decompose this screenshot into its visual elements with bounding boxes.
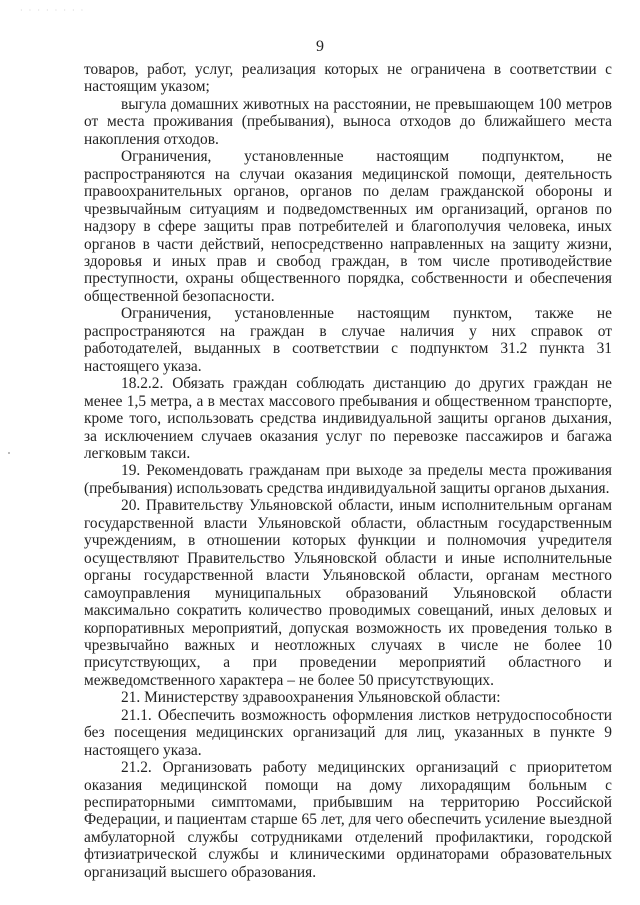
document-body	[84, 61, 612, 881]
paragraph-pet-walking: выгула домашних животных на расстоянии, не превышающем 100 метров от места проживания (пребывания), выноса отходов до ближайшего места накопления отходов.	[84, 95, 612, 148]
paragraph-21: 21. Министерству здравоохранения Ульяновской области:	[121, 689, 501, 707]
paragraph-restriction-exceptions: Ограничения, установленные настоящим подпунктом, не распространяются на случаи оказания медицинской помощи, деятельность правоохранительных органов, органов по делам гражданской обороны и чрезвычайным ситуациям и подведомственных им организаций, органов по надзору в сфере защиты прав потребителей и благополучия человека, иных органов в части действий, непосредственно направленных на защиту жизни, здоровья и иных прав и свобод граждан, в том числе противодействие преступности, охраны общественного порядка, собственности и обеспечения общественной безопасности.	[84, 148, 612, 305]
paragraph-employer-certificates: Ограничения, установленные настоящим пунктом, также не распространяются на граждан в случае наличия у них справок от работодателей, выданных в соответствии с подпунктом 31.2 пункта 31 настоящего указа.	[84, 305, 612, 375]
page-number: 9	[316, 38, 324, 55]
paragraph-20: 20. Правительству Ульяновской области, иным исполнительным органам государственной власти Ульяновской области, областным государственным учреждениям, в отношении которых функции и полномочия учредителя осуществляют Правительство Ульяновской области и иные исполнительные органы государственной власти Ульяновской области, органам местного самоуправления муниципальных образований Ульяновской области максимально сократить количество проводимых совещаний, иных деловых и корпоративных мероприятий, допуская возможность их проведения только в чрезвычайно важных и неотложных случаях в числе не более 10 присутствующих, а при проведении мероприятий областного и межведомственного характера – не более 50 присутствующих.	[84, 497, 612, 689]
paragraph-21-1: 21.1. Обеспечить возможность оформления листков нетрудоспособности без посещения медицинских организаций для лиц, указанных в пункте 9 настоящего указа.	[84, 706, 612, 759]
paragraph-21-2: 21.2. Организовать работу медицинских организаций с приоритетом оказания медицинской помощи на дому лихорадящим больным с респираторными симптомами, прибывшим на территорию Российской Федерации, и пациентам старше 65 лет, для чего обеспечить усиление выездной амбулаторной службы сотрудниками отделений профилактики, городской фтизиатрической службы и клиническими ординаторами образовательных организаций высшего образования.	[84, 759, 612, 881]
paragraph-continuation: товаров, работ, услуг, реализация которых не ограничена в соответствии с настоящим указом;	[84, 61, 612, 96]
scan-margin-mark	[8, 452, 10, 454]
paragraph-19: 19. Рекомендовать гражданам при выходе за пределы места проживания (пребывания) использовать средства индивидуальной защиты органов дыхания.	[84, 462, 612, 497]
paragraph-18-2-2: 18.2.2. Обязать граждан соблюдать дистанцию до других граждан не менее 1,5 метра, а в местах массового пребывания и общественном транспорте, кроме того, использовать средства индивидуальной защиты органов дыхания, за исключением случаев оказания услуг по перевозке пассажиров и багажа легковым такси.	[84, 375, 612, 462]
scan-header-marks: · · · · · · · ·	[20, 6, 86, 15]
